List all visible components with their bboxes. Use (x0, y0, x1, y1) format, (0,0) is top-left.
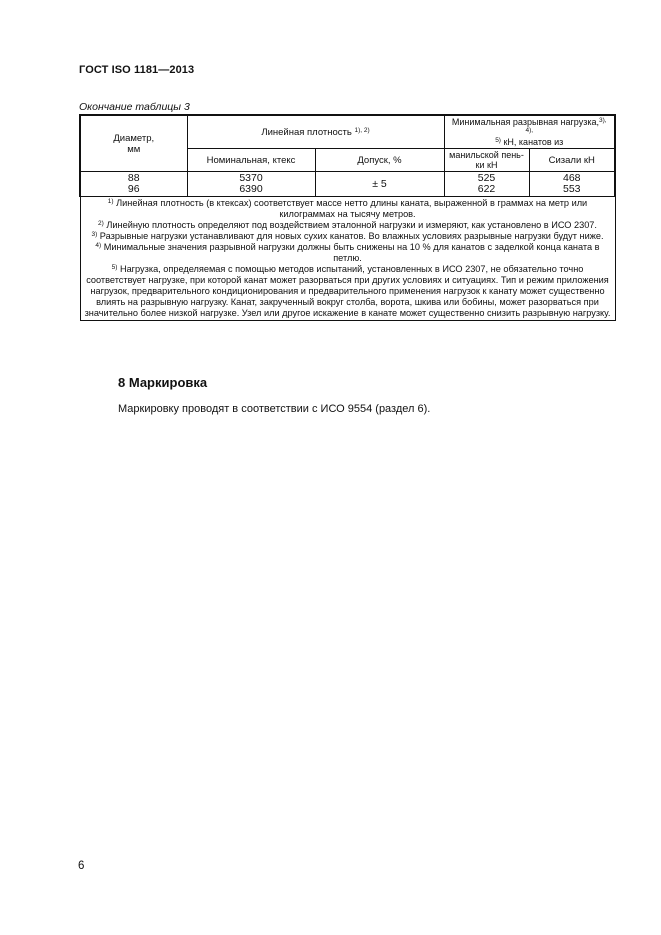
cell-diameter (80, 172, 187, 197)
data-table (79, 114, 614, 321)
footnote-marker: 4) (95, 242, 102, 249)
footnote-5 (84, 264, 612, 319)
cell-sisal (529, 172, 615, 197)
header-min-load-rest: кН, канатов из (503, 137, 564, 147)
table-caption: Окончание таблицы 3 (79, 101, 190, 113)
footnote-4 (84, 242, 612, 264)
value-sisal-1: 468 (562, 172, 581, 184)
page-number: 6 (78, 860, 85, 872)
header-linear-density (187, 115, 444, 149)
header-min-load (444, 115, 615, 149)
section-text: Маркировку проводят в соответствии с ИСО 9554 (раздел 6). (118, 403, 431, 415)
section-title: 8 Маркировка (118, 375, 208, 390)
footnote-text: Линейная плотность (в ктексах) соответствует массе нетто длины каната, выраженной в граммах на метр или килограммах на тысячу метров. (116, 198, 588, 219)
value-nominal-1: 5370 (239, 172, 263, 184)
footnote-marker: 3) (91, 231, 98, 238)
cell-manila (444, 172, 529, 197)
footnote-2 (84, 220, 612, 231)
value-manila-2: 622 (477, 183, 496, 195)
header-diameter (80, 115, 187, 172)
header-sisal: Сизали кН (529, 149, 615, 172)
footnote-text: Минимальные значения разрывной нагрузки должны быть снижены на 10 % для канатов с заделкой конца каната в петлю. (103, 242, 600, 263)
footnote-marker: 5) (111, 264, 118, 271)
footnote-text: Линейную плотность определяют под воздействием эталонной нагрузки и измеряют, как установлено в ИСО 2307. (106, 220, 597, 230)
header-diameter-label: Диаметр, (113, 132, 155, 144)
footnote-1 (84, 198, 612, 220)
footnote-text: Разрывные нагрузки устанавливают для новых сухих канатов. Во влажных условиях разрывные нагрузки будут ниже. (99, 231, 604, 241)
footnote-3 (84, 231, 612, 242)
table-footnotes (80, 197, 615, 321)
value-diameter-88: 88 (127, 172, 140, 184)
footnote-marker: 1) (107, 198, 114, 205)
header-linear-density-footnote: 1), 2) (354, 126, 370, 134)
value-manila-1: 525 (477, 172, 496, 184)
document-header: ГОСТ ISO 1181—2013 (79, 64, 195, 76)
header-min-load-footnote-1: 3), 4), (525, 117, 607, 134)
header-manila: манильской пень-ки кН (444, 149, 529, 172)
value-sisal-2: 553 (562, 183, 581, 195)
header-min-load-label: Минимальная разрывная нагрузка, (451, 117, 599, 127)
header-nominal: Номинальная, ктекс (187, 149, 315, 172)
header-diameter-unit: мм (127, 143, 141, 155)
cell-nominal (187, 172, 315, 197)
value-diameter-96: 96 (127, 183, 140, 195)
header-tolerance: Допуск, % (315, 149, 444, 172)
cell-tolerance: ± 5 (315, 172, 444, 197)
header-linear-density-label: Линейная плотность (261, 126, 352, 138)
value-nominal-2: 6390 (239, 183, 263, 195)
footnote-marker: 2) (98, 220, 104, 227)
header-min-load-footnote-2: 5) (495, 137, 501, 144)
footnote-text: Нагрузка, определяемая с помощью методов испытаний, установленных в ИСО 2307, не обязательно точно соответствует нагрузке, при которой канат может разорваться при других условиях и ситуациях. Тип и режим приложения нагрузок, предварительного кондиционирования и предварительного применения нагрузок к канату может существенно влиять на разрывную нагрузку. Канат, закрученный вокруг столба, ворота, шкива или бобины, может разорваться при значительно более низкой нагрузке. Узел или другое искажение в канате может существенно снизить разрывную нагрузку. (84, 264, 611, 318)
